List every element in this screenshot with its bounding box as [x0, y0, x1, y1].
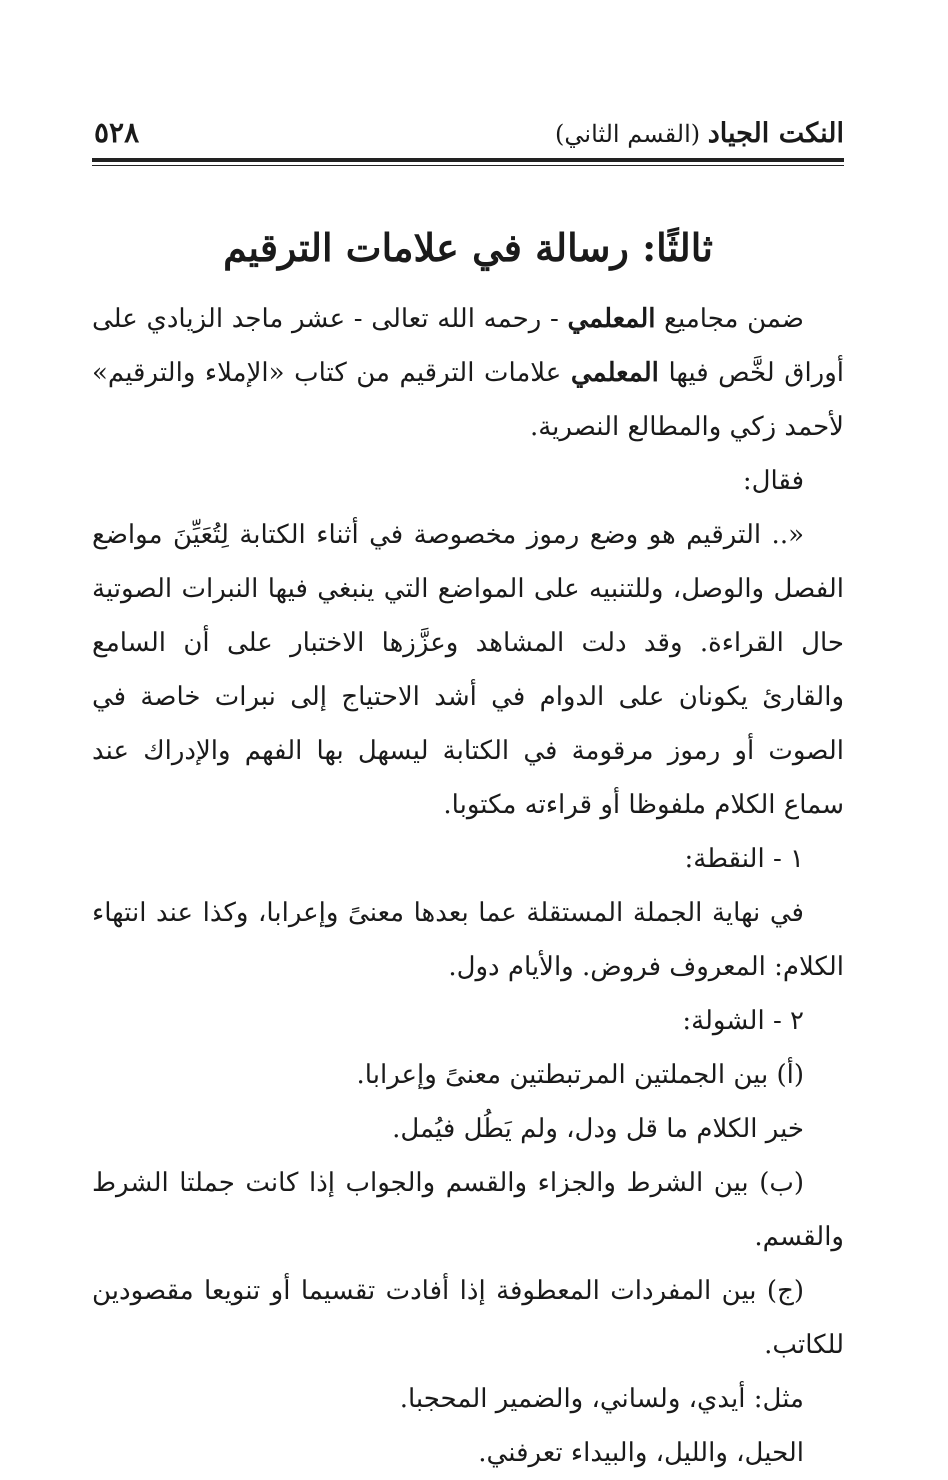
book-section-label: (القسم الثاني)	[555, 120, 701, 148]
intro-part-1: ضمن مجاميع	[655, 304, 805, 334]
header-rule-thick	[92, 158, 844, 162]
comma-example-2: مثل: أيدي، ولساني، والضمير المحجبا.	[399, 1384, 804, 1414]
section-body-period: في نهاية الجملة المستقلة عما بعدها معنىً وإعرابا، وكذا عند انتهاء الكلام: المعروف فروض. والأيام دول.	[92, 898, 844, 982]
comma-example-3: الحيل، والليل، والبيداء تعرفني.	[478, 1438, 804, 1468]
page-number: ٥٢٨	[94, 116, 140, 149]
intro-bold-2: المعلمي	[570, 358, 659, 388]
intro-part-3: علامات الترقيم من كتاب «الإملاء والترقيم» لأحمد زكي والمطالع النصرية.	[92, 358, 844, 442]
header-rule-thin	[92, 165, 844, 166]
chapter-title: ثالثًا: رسالة في علامات الترقيم	[223, 225, 713, 270]
comma-rule-c: (ج) بين المفردات المعطوفة إذا أفادت تقسيما أو تنويعا مقصودين للكاتب.	[92, 1276, 844, 1360]
running-header	[92, 110, 844, 160]
page-body	[92, 218, 844, 1480]
book-title	[555, 118, 844, 149]
said-line: فقال:	[742, 466, 804, 496]
section-heading-period: ١ - النقطة:	[684, 844, 804, 874]
comma-rule-a: (أ) بين الجملتين المرتبطتين معنىً وإعرابا.	[356, 1060, 804, 1090]
book-title-main: النكت الجياد	[707, 118, 844, 149]
intro-bold-1: المعلمي	[567, 304, 656, 334]
comma-rule-b: (ب) بين الشرط والجزاء والقسم والجواب إذا كانت جملتا الشرط والقسم.	[92, 1168, 844, 1252]
intro-paragraph	[92, 292, 844, 454]
intro-part-2: - رحمه الله تعالى - عشر ماجد الزيادي على أوراق لخَّص فيها	[92, 304, 845, 388]
section-heading-comma: ٢ - الشولة:	[682, 1006, 804, 1036]
quote-paragraph: «.. الترقيم هو وضع رموز مخصوصة في أثناء الكتابة لِتُعَيِّنَ مواضع الفصل والوصل، وللتنبيه على المواضع التي ينبغي فيها النبرات الصوتية حال القراءة. وقد دلت المشاهد وعزَّزها الاختبار على أن السامع والقارئ يكونان على الدوام في أشد الاحتياج إلى نبرات خاصة في الصوت أو رموز مرقومة في الكتابة ليسهل بها الفهم والإدراك عند سماع الكلام ملفوظا أو قراءته مكتوبا.	[92, 520, 844, 820]
comma-example-1: خير الكلام ما قل ودل، ولم يَطُل فيُمل.	[392, 1114, 804, 1144]
